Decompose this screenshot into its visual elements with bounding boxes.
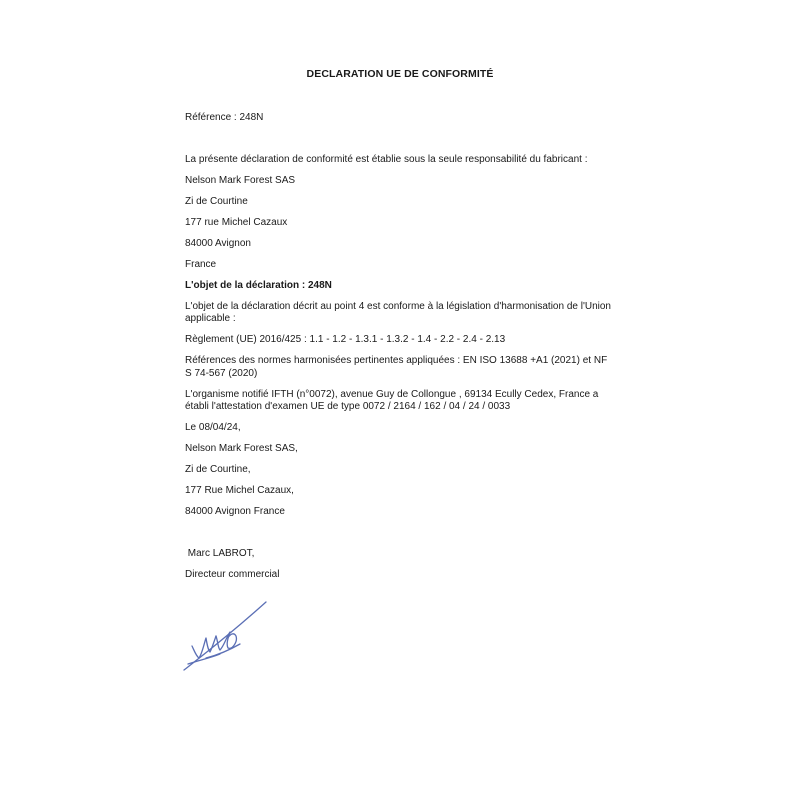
- reference-line: Référence : 248N: [185, 112, 264, 123]
- signatory-address1: Zi de Courtine,: [185, 464, 251, 475]
- manufacturer-address2: 177 rue Michel Cazaux: [185, 216, 288, 228]
- standards-paragraph: Références des normes harmonisées pertinentes appliquées : EN ISO 13688 +A1 (2021) et NF S 74-567 (2020): [185, 355, 608, 379]
- signatory-address2: 177 Rue Michel Cazaux,: [185, 485, 294, 496]
- document-body: [185, 112, 615, 581]
- notified-body-paragraph: L'organisme notifié IFTH (n°0072), avenue Guy de Collongue , 69134 Ecully Cedex, France a établi l'attestation d'examen UE de type 0072 / 2164 / 162 / 04 / 24 / 0033: [185, 388, 599, 412]
- signatory-city: 84000 Avignon France: [185, 506, 285, 517]
- intro-paragraph: La présente déclaration de conformité est établie sous la seule responsabilité du fabricant :: [185, 153, 588, 165]
- handwritten-signature: [180, 598, 275, 676]
- manufacturer-country: France: [185, 258, 217, 270]
- regulation-line: Règlement (UE) 2016/425 : 1.1 - 1.2 - 1.3.1 - 1.3.2 - 1.4 - 2.2 - 2.4 - 2.13: [185, 334, 506, 345]
- manufacturer-address1: Zi de Courtine: [185, 195, 248, 207]
- signature-strokes: [184, 602, 266, 670]
- date-line: Le 08/04/24,: [185, 422, 241, 433]
- manufacturer-city: 84000 Avignon: [185, 237, 251, 249]
- manufacturer-name: Nelson Mark Forest SAS: [185, 174, 296, 186]
- conformity-paragraph: L'objet de la déclaration décrit au point 4 est conforme à la législation d'harmonisation de l'Union applicable :: [185, 300, 611, 324]
- signer-name: Marc LABROT,: [185, 547, 255, 559]
- signer-title: Directeur commercial: [185, 568, 280, 580]
- signatory-company: Nelson Mark Forest SAS,: [185, 443, 298, 454]
- document-title: DECLARATION UE DE CONFORMITÉ: [306, 68, 494, 80]
- object-heading: L'objet de la déclaration : 248N: [185, 279, 332, 291]
